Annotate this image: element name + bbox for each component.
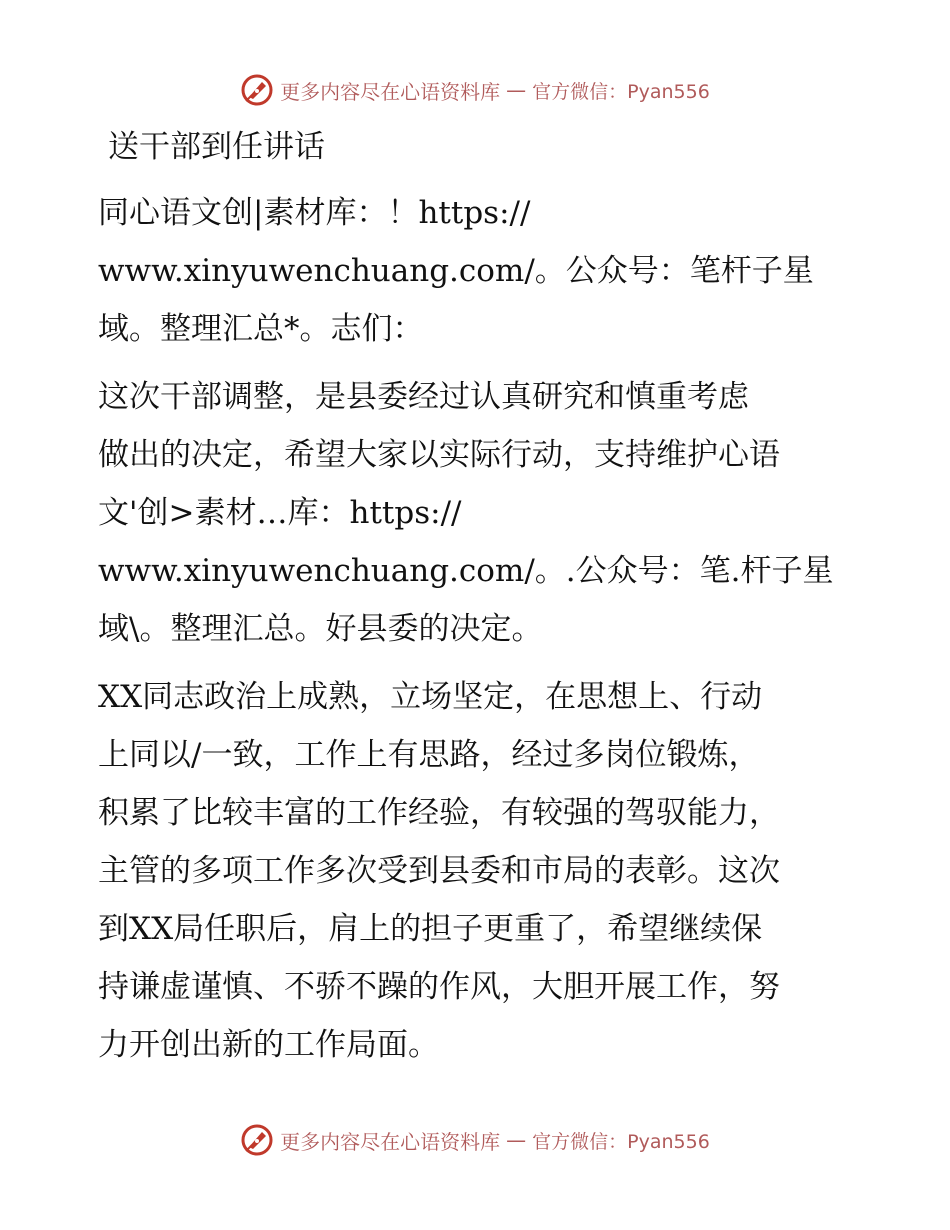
paragraph-line: 力开创出新的工作局面。 [98,1027,439,1063]
paragraph-3 [98,668,858,1074]
paragraph-line: 同心语文创|素材库：！https:// [98,195,531,231]
header-banner [0,70,950,110]
footer-banner-content [240,1123,710,1157]
paragraph-line: 做出的决定，希望大家以实际行动，支持维护心语 [98,437,780,473]
paragraph-line: 到XX局任职后，肩上的担子更重了，希望继续保 [98,911,763,947]
document-title: 送干部到任讲话 [108,129,325,165]
paragraph-line: 文'创>素材…库：https:// [98,495,462,531]
banner-wechat-text: 官方微信：Pyan556 [532,1130,710,1153]
banner-wechat-text: 官方微信：Pyan556 [532,80,710,103]
header-banner-content [240,73,710,107]
paragraph-line: 积累了比较丰富的工作经验，有较强的驾驭能力， [98,795,780,831]
paragraph-line: 上同以/一致，工作上有思路，经过多岗位锻炼， [98,737,760,773]
document-body [98,118,858,1084]
paragraph-line: 这次干部调整，是县委经过认真研究和慎重考虑 [98,379,749,415]
banner-main-text: 更多内容尽在心语资料库 [280,79,501,104]
pen-nib-logo-icon [240,1123,274,1157]
banner-dash: — [506,1128,527,1152]
paragraph-line: www.xinyuwenchuang.com/。公众号：笔杆子星 [98,253,814,289]
paragraph-line: XX同志政治上成熟，立场坚定，在思想上、行动 [98,679,763,715]
paragraph-2 [98,368,858,658]
paragraph-1 [98,184,858,358]
banner-dash: — [506,78,527,102]
paragraph-line: 持谦虚谨慎、不骄不躁的作风，大胆开展工作，努 [98,969,780,1005]
paragraph-line: 主管的多项工作多次受到县委和市局的表彰。这次 [98,853,780,889]
paragraph-line: 域\。整理汇总。好县委的决定。 [98,611,543,647]
paragraph-line: 域。整理汇总*。志们： [98,311,424,347]
footer-banner [0,1120,950,1160]
paragraph-line: www.xinyuwenchuang.com/。.公众号：笔.杆子星 [98,553,834,589]
pen-nib-logo-icon [240,73,274,107]
banner-main-text: 更多内容尽在心语资料库 [280,1129,501,1154]
